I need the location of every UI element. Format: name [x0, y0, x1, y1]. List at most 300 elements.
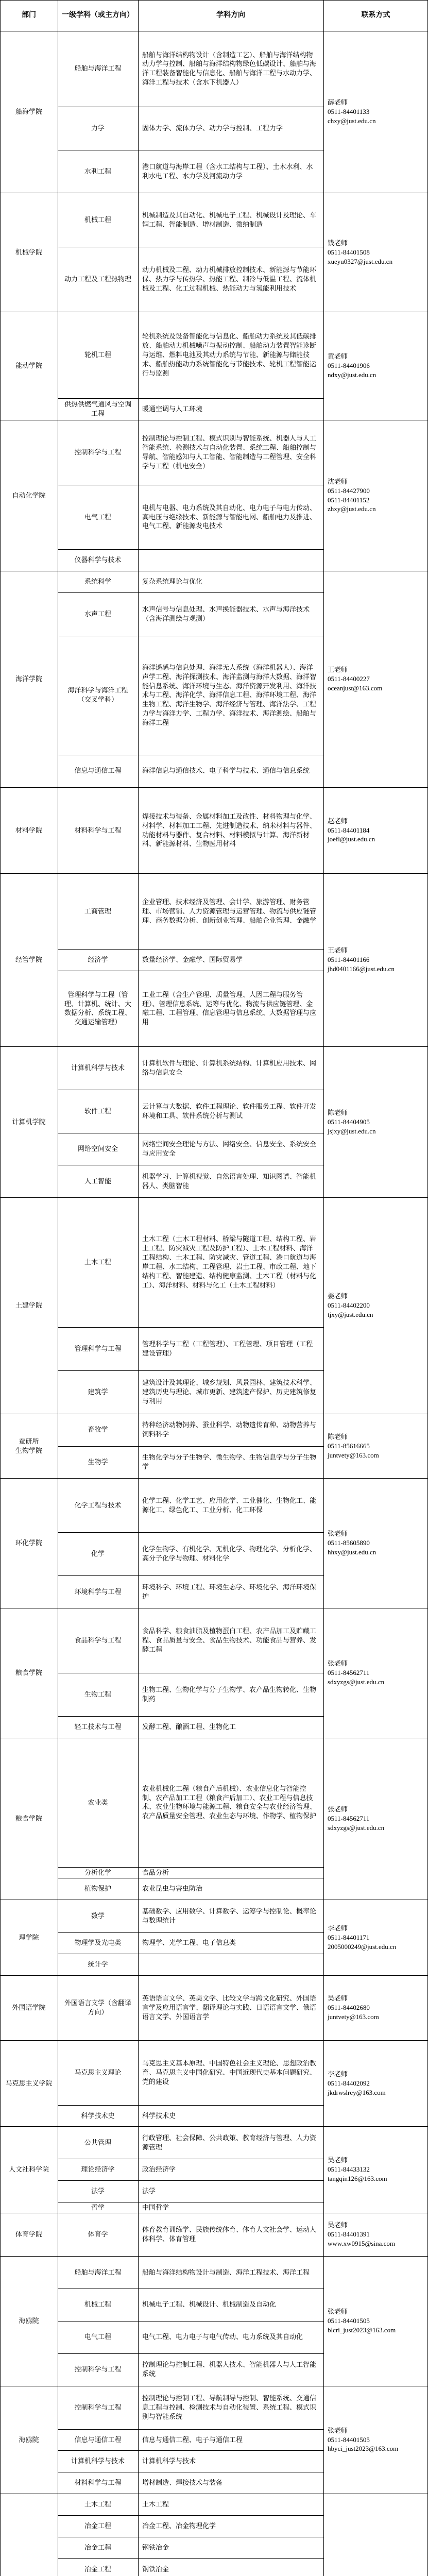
subject-direction-cell-text: 工业工程（含生产管理、质量管理、人因工程与服务管理）、管理信息系统、运筹与优化、物流与供应链管理、金融工程、工程管理、信息管理与信息系统、大数据管理与应用 — [142, 990, 317, 1026]
primary-subject-cell — [58, 1133, 138, 1165]
department-cell-text: 体育学院 — [15, 2230, 42, 2239]
department-cell — [0, 873, 58, 1046]
subject-direction-cell — [138, 949, 323, 971]
primary-subject-cell — [58, 1932, 138, 1954]
contact-cell — [323, 1197, 428, 1413]
subject-direction-cell — [138, 636, 323, 755]
contact-cell — [323, 2213, 428, 2256]
primary-subject-cell — [58, 2386, 138, 2429]
subject-direction-cell-text: 复杂系统理论与优化 — [142, 578, 203, 586]
subject-direction-cell — [138, 1954, 323, 1975]
subject-direction-cell — [138, 571, 323, 592]
subject-direction-cell-text: 法学 — [142, 2187, 156, 2195]
subject-direction-cell-text: 冶金工程、冶金物理化学 — [142, 2522, 216, 2530]
subject-direction-cell-text: 化学生物学、有机化学、无机化学、物理化学、分析化学、高分子化学与物理、材料化学 — [142, 1545, 317, 1563]
department-cell — [0, 31, 58, 193]
contact-cell-text: 赵老师 0511-84401184 joefl@just.edu.cn — [328, 817, 375, 843]
subject-direction-cell-text: 云计算与大数据、软件工程理论、软件服务工程、软件开发环境和工具、软件系统分析与测试 — [142, 1102, 317, 1120]
primary-subject-cell — [58, 971, 138, 1046]
department-cell-text: 土建学院 — [15, 1301, 42, 1310]
subject-direction-cell-text: 食品科学、粮食油脂及植物蛋白工程、农产品加工及贮藏工程、食品质量与安全、食品生物技术、功能食品与营养、发酵工程 — [142, 1627, 317, 1653]
subject-direction-cell — [138, 1370, 323, 1414]
subject-direction-cell — [138, 2256, 323, 2289]
primary-subject-cell-text: 计算机科学与技术 — [71, 1063, 125, 1072]
subject-direction-cell-text: 环境科学、环境工程、环境生态学、环境化学、海洋环境保护 — [142, 1583, 317, 1600]
primary-subject-cell-text: 冶金工程 — [84, 2565, 111, 2573]
subject-direction-cell — [138, 247, 323, 312]
primary-subject-cell-text: 化学 — [91, 1550, 105, 1558]
subject-direction-cell — [138, 150, 323, 193]
subject-direction-cell — [138, 2450, 323, 2472]
subject-direction-cell-text: 机械制造及其自动化、机械电子工程、机械设计及理论、车辆工程、智能制造、增材制造、微纳制造 — [142, 211, 317, 228]
subject-direction-cell — [138, 1090, 323, 1133]
subject-direction-cell-text: 数量经济学、金融学、国际贸易学 — [142, 956, 243, 964]
subject-direction-cell — [138, 107, 323, 150]
subject-direction-cell-text: 行政管理、社会保障、公共政策、教育经济与管理、人力资源管理 — [142, 2133, 317, 2151]
subject-direction-cell — [138, 1673, 323, 1716]
contact-cell-text: 张老师 0511-85605890 hhxy@just.edu.cn — [328, 1530, 376, 1556]
primary-subject-cell-text: 机械工程 — [84, 2300, 111, 2309]
subject-direction-cell-text: 港口航道与海岸工程（含水工结构与工程）、土木水利、水利水电工程、水力学及河流动力学 — [142, 162, 313, 180]
subject-direction-cell-text: 体育教育训练学、民族传统体育、体育人文社会学、运动人体科学、体育管理 — [142, 2226, 317, 2243]
subject-direction-cell — [138, 1932, 323, 1954]
primary-subject-cell-text: 控制科学与工程 — [74, 2403, 122, 2411]
subject-direction-cell — [138, 1479, 323, 1533]
primary-subject-cell — [58, 1975, 138, 2040]
subject-direction-cell — [138, 873, 323, 949]
subject-direction-cell — [138, 2472, 323, 2494]
primary-subject-cell-text: 建筑学 — [88, 1387, 108, 1396]
subject-direction-cell — [138, 31, 323, 107]
contact-cell — [323, 2040, 428, 2127]
contact-cell-text: 张老师 0511-84562711 sdxyzgs@just.edu.cn — [328, 1659, 385, 1686]
primary-subject-cell-text: 理论经济学 — [81, 2165, 115, 2174]
grid-line-vertical — [0, 0, 1, 2576]
subject-direction-cell — [138, 549, 323, 571]
subject-direction-cell-text: 网络空间安全理论与方法、网络安全、信息安全、系统安全与应用安全 — [142, 1140, 317, 1157]
department-cell — [0, 1479, 58, 1608]
primary-subject-cell-text: 人工智能 — [84, 1177, 111, 1185]
primary-subject-cell — [58, 2353, 138, 2386]
primary-subject-cell — [58, 1327, 138, 1370]
primary-subject-cell-text: 科学技术史 — [81, 2111, 115, 2120]
subject-direction-cell-text: 生物工程、生物化学与分子生物学、农产品生物转化、生物制药 — [142, 1685, 317, 1703]
primary-subject-cell-text: 软件工程 — [84, 1107, 111, 1115]
contact-cell-text: 沈老师 0511-84427900 0511-84401152 zhxy@just.edu.cn — [328, 477, 376, 513]
contact-cell-text: 张老师 0511-84562711 sdxyzgs@just.edu.cn — [328, 1805, 385, 1832]
primary-subject-cell-text: 经济学 — [88, 956, 108, 964]
department-cell — [0, 1414, 58, 1479]
primary-subject-cell-text: 控制科学与工程 — [74, 448, 122, 456]
primary-subject-cell — [58, 1090, 138, 1133]
primary-subject-cell — [58, 1046, 138, 1090]
subject-direction-cell — [138, 2321, 323, 2353]
primary-subject-cell-text: 动力工程及工程热物理 — [64, 275, 131, 283]
department-cell-text: 蚕研所 生物学院 — [15, 1437, 42, 1454]
subject-direction-cell-text: 控制理论与控制工程、模式识别与智能系统、机器人与人工智能系统、检测技术与自动化装置、系统工程、船舶控制与导航、智能感知与人工智能、智能制造与工程管理、安全科学与工程（机电安全） — [142, 434, 317, 470]
primary-subject-cell — [58, 571, 138, 592]
grid-line-vertical — [138, 0, 139, 2576]
contact-cell — [323, 1900, 428, 1975]
primary-subject-cell-text: 冶金工程 — [84, 2522, 111, 2530]
contact-cell — [323, 1479, 428, 1608]
contact-cell-text: 黄老师 0511-84401906 ndxy@just.edu.cn — [328, 352, 376, 379]
contact-cell-text: 薛老师 0511-84401133 chxy@just.edu.cn — [328, 98, 376, 125]
contact-cell-text: 张老师 0511-84401505 hbyci_just2023@163.com — [328, 2426, 399, 2453]
subject-direction-cell-text: 机器学习、计算机视觉、自然语言处理、知识图谱、智能机器人、类脑智能 — [142, 1172, 317, 1190]
subject-direction-cell-text: 中国哲学 — [142, 2203, 169, 2211]
subject-direction-cell — [138, 1446, 323, 1479]
subject-direction-cell-text: 计算机软件与理论、计算机系统结构、计算机应用技术、网络与信息安全 — [142, 1059, 317, 1076]
primary-subject-cell-text: 土木工程 — [84, 2500, 111, 2509]
subject-direction-cell — [138, 1975, 323, 2040]
primary-subject-cell-text: 分析化学 — [84, 1868, 111, 1876]
contact-cell — [323, 1975, 428, 2040]
primary-subject-cell — [58, 1608, 138, 1673]
primary-subject-cell-text: 电气工程 — [84, 513, 111, 521]
department-cell — [0, 312, 58, 420]
subject-direction-cell-text: 机械电子工程、机械设计、机械制造及自动化 — [142, 2300, 277, 2309]
primary-subject-cell-text: 生物工程 — [84, 1690, 111, 1698]
primary-subject-cell-text: 轮机工程 — [84, 351, 111, 359]
primary-subject-cell-text: 数学 — [91, 1911, 105, 1920]
department-cell-text: 环化学院 — [15, 1539, 42, 1547]
primary-subject-cell — [58, 247, 138, 312]
primary-subject-cell-text: 土木工程 — [84, 1258, 111, 1266]
subject-direction-cell — [138, 1900, 323, 1932]
department-cell-text: 船海学院 — [15, 108, 42, 116]
primary-subject-cell — [58, 2515, 138, 2537]
subject-direction-cell-text: 物理学、光学工程、电子信息类 — [142, 1939, 236, 1947]
subject-direction-cell-text: 暖通空调与人工环境 — [142, 404, 203, 413]
subject-direction-cell — [138, 2159, 323, 2180]
subject-direction-cell — [138, 1867, 323, 1878]
department-cell — [0, 1608, 58, 1738]
primary-subject-cell — [58, 1867, 138, 1878]
subject-direction-cell-text: 政治经济学 — [142, 2165, 176, 2174]
department-cell-text: 海洋学院 — [15, 675, 42, 683]
contact-cell-text: 王老师 0511-84401166 jhd0401166@just.edu.cn — [328, 946, 395, 973]
primary-subject-cell — [58, 1716, 138, 1738]
subject-direction-cell — [138, 2040, 323, 2105]
department-cell-text: 人文社科学院 — [8, 2165, 49, 2174]
primary-subject-cell — [58, 2321, 138, 2353]
primary-subject-cell — [58, 1446, 138, 1479]
subject-direction-cell — [138, 2386, 323, 2429]
subject-direction-cell — [138, 592, 323, 636]
subject-direction-cell — [138, 1532, 323, 1575]
primary-subject-cell — [58, 485, 138, 550]
contact-cell — [323, 420, 428, 571]
primary-subject-cell — [58, 31, 138, 107]
primary-subject-cell-text: 材料科学与工程 — [74, 2479, 122, 2487]
grid-line-vertical — [323, 0, 324, 2576]
subject-direction-cell-text: 计算机科学与技术 — [142, 2457, 196, 2465]
header-department-text: 部门 — [22, 11, 36, 20]
primary-subject-cell — [58, 2450, 138, 2472]
department-cell-text: 理学院 — [19, 1933, 39, 1941]
department-cell — [0, 1197, 58, 1413]
primary-subject-cell — [58, 1197, 138, 1327]
primary-subject-cell-text: 水声工程 — [84, 610, 111, 618]
department-cell — [0, 2213, 58, 2256]
subject-direction-cell-text: 海洋信息与通信技术、电子科学与技术、通信与信息系统 — [142, 767, 310, 775]
subject-direction-cell — [138, 1165, 323, 1197]
subject-direction-cell-text: 管理科学与工程（工程管理）、工程管理、项目管理（工程建设管理） — [142, 1340, 313, 1357]
subject-direction-cell-text: 固体力学、流体力学、动力学与控制、工程力学 — [142, 124, 283, 132]
primary-subject-cell — [58, 2159, 138, 2180]
subject-direction-cell-text: 电气工程、电力电子与电气传动、电力系统及其自动化 — [142, 2333, 303, 2341]
subject-direction-cell-text: 钢铁冶金 — [142, 2544, 169, 2552]
header-contact-text: 联系方式 — [361, 11, 390, 20]
subject-direction-cell-text: 基础数学、应用数学、计算数学、运筹学与控制论、概率论与数理统计 — [142, 1907, 317, 1924]
contact-cell-text: 吴老师 0511-84433132 tangqin126@163.com — [328, 2156, 387, 2183]
primary-subject-cell-text: 计算机科学与技术 — [71, 2457, 125, 2465]
subject-direction-cell — [138, 1738, 323, 1868]
primary-subject-cell — [58, 2126, 138, 2159]
subject-direction-cell — [138, 420, 323, 485]
department-cell — [0, 1975, 58, 2040]
primary-subject-cell — [58, 107, 138, 150]
subject-direction-cell — [138, 1608, 323, 1673]
primary-subject-cell — [58, 312, 138, 398]
primary-subject-cell — [58, 949, 138, 971]
department-cell-text: 海鸥院 — [19, 2435, 39, 2444]
primary-subject-cell — [58, 398, 138, 420]
primary-subject-cell — [58, 2105, 138, 2127]
subject-direction-cell — [138, 2126, 323, 2159]
subject-direction-cell-text: 科学技术史 — [142, 2111, 176, 2120]
subject-direction-cell — [138, 2558, 323, 2576]
primary-subject-cell-text: 畜牧学 — [88, 1426, 108, 1434]
department-cell-text: 能动学院 — [15, 361, 42, 369]
primary-subject-cell-text: 水利工程 — [84, 167, 111, 175]
primary-subject-cell-text: 网络空间安全 — [77, 1145, 118, 1153]
primary-subject-cell — [58, 1878, 138, 1900]
subject-direction-cell — [138, 1133, 323, 1165]
subject-direction-cell — [138, 755, 323, 787]
primary-subject-cell-text: 船舶与海洋工程 — [74, 2268, 122, 2276]
primary-subject-cell-text: 电气工程 — [84, 2333, 111, 2341]
department-cell-text: 海鸥院 — [19, 2316, 39, 2325]
subject-direction-cell-text: 建筑设计及其理论、城乡规划、风景园林、建筑技术科学、建筑历史与理论、城市更新、建筑遗产保护、历史建筑修复与利用 — [142, 1378, 317, 1405]
subject-direction-cell — [138, 485, 323, 550]
primary-subject-cell — [58, 2202, 138, 2213]
primary-subject-cell — [58, 1900, 138, 1932]
subject-direction-cell — [138, 971, 323, 1046]
subject-direction-cell-text: 信息与通信工程、电子与通信工程 — [142, 2435, 243, 2444]
contact-cell — [323, 1414, 428, 1479]
grid-line-horizontal — [0, 0, 428, 1]
subject-direction-cell-text: 土木工程 — [142, 2500, 169, 2509]
department-cell — [0, 787, 58, 874]
subject-direction-cell-text: 食品分析 — [142, 1868, 169, 1876]
subject-direction-cell — [138, 1414, 323, 1446]
primary-subject-cell-text: 船舶与海洋工程 — [74, 64, 122, 73]
subject-direction-cell — [138, 2494, 323, 2515]
primary-subject-cell — [58, 1575, 138, 1608]
primary-subject-cell — [58, 1414, 138, 1446]
contact-cell-text: 陈老师 0511-85616665 juntvety@163.com — [328, 1432, 379, 1459]
subject-direction-cell — [138, 2213, 323, 2256]
subject-direction-cell-text: 英语语言文学、英美文学、比较文学与跨文化研究、外国语言学及应用语言学、翻译理论与实践、日语语言文学、俄语语言文学、外国语言学 — [142, 1994, 317, 2021]
primary-subject-cell — [58, 2558, 138, 2576]
header-primary-subject — [58, 0, 138, 31]
department-cell-text: 外国语学院 — [12, 2003, 46, 2011]
contact-cell — [323, 1608, 428, 1738]
subject-direction-cell — [138, 787, 323, 874]
primary-subject-cell — [58, 420, 138, 485]
department-cell — [0, 2386, 58, 2494]
primary-subject-cell — [58, 755, 138, 787]
primary-subject-cell-text: 生物学 — [88, 1458, 108, 1466]
department-cell-text: 机械学院 — [15, 248, 42, 256]
subject-direction-cell — [138, 2105, 323, 2127]
subject-direction-cell — [138, 1046, 323, 1090]
primary-subject-cell-text: 管理科学与工程 — [74, 1344, 122, 1352]
subject-direction-cell — [138, 2537, 323, 2558]
subject-direction-cell-text: 控制理论与控制工程、机器人技术、智能机器人与人工智能系统 — [142, 2361, 317, 2378]
department-cell — [0, 2040, 58, 2127]
department-cell-text: 粮食学院 — [15, 1814, 42, 1822]
primary-subject-cell — [58, 2180, 138, 2202]
primary-subject-cell — [58, 1532, 138, 1575]
subject-direction-cell — [138, 1327, 323, 1370]
primary-subject-cell-text: 农业类 — [88, 1798, 108, 1806]
contact-cell-text: 姜老师 0511-84402200 tjxy@just.edu.cn — [328, 1292, 373, 1318]
header-subject-direction — [138, 0, 323, 31]
primary-subject-cell-text: 法学 — [91, 2187, 105, 2195]
primary-subject-cell — [58, 1673, 138, 1716]
department-cell-text: 计算机学院 — [12, 1117, 46, 1126]
contact-cell — [323, 787, 428, 874]
department-cell-text: 粮食学院 — [15, 1668, 42, 1676]
subject-direction-cell-text: 农业昆虫与害虫防治 — [142, 1885, 203, 1893]
subject-direction-cell-text: 钢铁冶金 — [142, 2565, 169, 2573]
primary-subject-cell — [58, 636, 138, 755]
contact-cell-text: 钱老师 0511-84401508 xueyu0327@just.edu.cn — [328, 239, 393, 265]
subject-direction-cell — [138, 398, 323, 420]
primary-subject-cell-text: 哲学 — [91, 2203, 105, 2211]
primary-subject-cell — [58, 2472, 138, 2494]
primary-subject-cell — [58, 592, 138, 636]
primary-subject-cell-text: 物理学及光电类 — [74, 1939, 122, 1947]
subject-direction-cell-text: 企业管理、技术经济及管理、会计学、旅游管理、财务管理、市场营销、人力资源管理与运营管理、物流与供应链管理、商务数据分析、创新创业管理、船舶企业管理、金融学 — [142, 897, 317, 924]
contact-cell-text: 李老师 0511-84401171 2005000249@just.edu.cn — [328, 1924, 397, 1951]
primary-subject-cell-text: 食品科学与工程 — [74, 1636, 122, 1645]
subject-direction-cell-text: 发酵工程、酿酒工程、生物化工 — [142, 1722, 236, 1731]
primary-subject-cell — [58, 1954, 138, 1975]
subject-direction-cell — [138, 1878, 323, 1900]
department-cell — [0, 1738, 58, 1900]
header-subject-direction-text: 学科方向 — [216, 11, 245, 20]
contact-cell — [323, 1046, 428, 1198]
subject-direction-cell-text: 轮机系统及设备智能化与信息化、船舶动力系统及其低碳排放、船舶动力机械噪声与振动控制、船舶动力装置智能诊断与运维、燃料电池及其动力系统与节能、新能源与储能技术、船舶热能动力系统智能化与节能技术、轮机工程智能运行与监测 — [142, 332, 317, 377]
department-cell — [0, 2126, 58, 2213]
department-cell-text: 经管学院 — [15, 956, 42, 964]
primary-subject-cell-text: 力学 — [91, 124, 105, 132]
primary-subject-cell-text: 统计学 — [88, 1960, 108, 1968]
primary-subject-cell — [58, 2429, 138, 2451]
subject-direction-cell-text: 控制理论与控制工程、导航制导与控制、智能系统、交通信息工程与控制、检测技术与自动化装置、系统工程、模式识别与智能系统 — [142, 2394, 317, 2420]
contact-cell — [323, 2386, 428, 2494]
department-cell-text: 自动化学院 — [12, 491, 46, 499]
primary-subject-cell-text: 材料科学与工程 — [74, 826, 122, 834]
header-primary-subject-text: 一级学科（或主方向） — [62, 11, 134, 20]
department-cell — [0, 420, 58, 571]
primary-subject-cell — [58, 150, 138, 193]
subject-direction-cell-text: 动力机械及工程、动力机械排放控制技术、新能源与节能环保、热力学与传热学、热能工程、制冷与低温工程、流体机械及工程、化工过程机械、热能动力与氢能利用技术 — [142, 266, 317, 293]
primary-subject-cell-text: 机械工程 — [84, 215, 111, 224]
primary-subject-cell — [58, 1165, 138, 1197]
subject-direction-cell — [138, 2180, 323, 2202]
department-cell-text: 材料学院 — [15, 826, 42, 834]
contact-cell — [323, 571, 428, 787]
primary-subject-cell-text: 植物保护 — [84, 1885, 111, 1893]
subject-direction-cell — [138, 2289, 323, 2321]
subject-direction-cell — [138, 2515, 323, 2537]
subject-direction-cell-text: 电机与电器、电力系统及其自动化、电力电子与电力传动、高电压与绝缘技术、新能源与智能电网、船舶电力及推进、电气工程、新能源发电技术 — [142, 503, 317, 530]
primary-subject-cell-text: 仪器科学与技术 — [74, 556, 122, 564]
contact-cell — [323, 2256, 428, 2386]
header-department — [0, 0, 58, 31]
contact-cell — [323, 2126, 428, 2213]
primary-subject-cell-text: 马克思主义理论 — [74, 2068, 122, 2076]
subject-direction-cell-text: 特种经济动物饲养、蚕业科学、动物遗传育种、动物营养与饲料科学 — [142, 1421, 317, 1438]
subject-direction-cell — [138, 2202, 323, 2213]
contact-cell — [323, 1738, 428, 1900]
contact-cell-text: 王老师 0511-84400227 oceanjust@163.com — [328, 666, 383, 692]
department-cell — [0, 1900, 58, 1975]
department-cell — [0, 571, 58, 787]
subject-direction-cell-text: 焊接技术与装备、金属材料加工及改性、材料物理与化学、材料学、材料加工工程、先进制造技术、纳米材料与器件、功能材料与器件、复合材料、材料模拟与计算、海洋新材料、新能源材料、生物医用材料 — [142, 812, 317, 848]
primary-subject-cell — [58, 549, 138, 571]
primary-subject-cell — [58, 2256, 138, 2289]
primary-subject-cell — [58, 193, 138, 247]
primary-subject-cell-text: 冶金工程 — [84, 2544, 111, 2552]
primary-subject-cell-text: 信息与通信工程 — [74, 767, 122, 775]
department-cell — [0, 1046, 58, 1198]
subject-direction-cell — [138, 1575, 323, 1608]
primary-subject-cell — [58, 2537, 138, 2558]
contact-cell — [323, 2494, 428, 2576]
primary-subject-cell — [58, 873, 138, 949]
subject-direction-cell-text: 化学工程、化学工艺、应用化学、工业催化、生物化工、能源化工、绿色化工、工业分析、化工环保 — [142, 1496, 317, 1514]
primary-subject-cell-text: 控制科学与工程 — [74, 2365, 122, 2374]
contact-cell-text: 张老师 0511-84401505 blcri_just2023@163.com — [328, 2307, 396, 2334]
primary-subject-cell — [58, 2289, 138, 2321]
primary-subject-cell — [58, 2494, 138, 2515]
subject-direction-cell-text: 水声信号与信息处理、水声换能器技术、水声与海洋技术（含海洋测绘与观测） — [142, 605, 310, 623]
department-cell — [0, 2494, 58, 2576]
primary-subject-cell — [58, 1738, 138, 1868]
subject-direction-cell — [138, 1197, 323, 1327]
primary-subject-cell-text: 管理科学与工程（管理、计算机、统计、大数据分析、系统工程、交通运输管理） — [64, 990, 131, 1026]
contact-cell — [323, 312, 428, 420]
subject-direction-cell — [138, 2429, 323, 2451]
contact-cell-text: 吴老师 0511-84401391 www.xw0915@sina.com — [328, 2221, 396, 2248]
contact-cell-text: 吴老师 0511-84402680 juntvety@163.com — [328, 1994, 379, 2021]
contact-cell — [323, 193, 428, 312]
contact-cell — [323, 31, 428, 193]
primary-subject-cell — [58, 2040, 138, 2105]
primary-subject-cell-text: 信息与通信工程 — [74, 2435, 122, 2444]
primary-subject-cell-text: 轻工技术与工程 — [74, 1722, 122, 1731]
subject-direction-cell — [138, 2353, 323, 2386]
primary-subject-cell-text: 海洋科学与海洋工程（交叉学科） — [67, 686, 128, 704]
header-contact — [323, 0, 428, 31]
subject-direction-cell — [138, 193, 323, 247]
